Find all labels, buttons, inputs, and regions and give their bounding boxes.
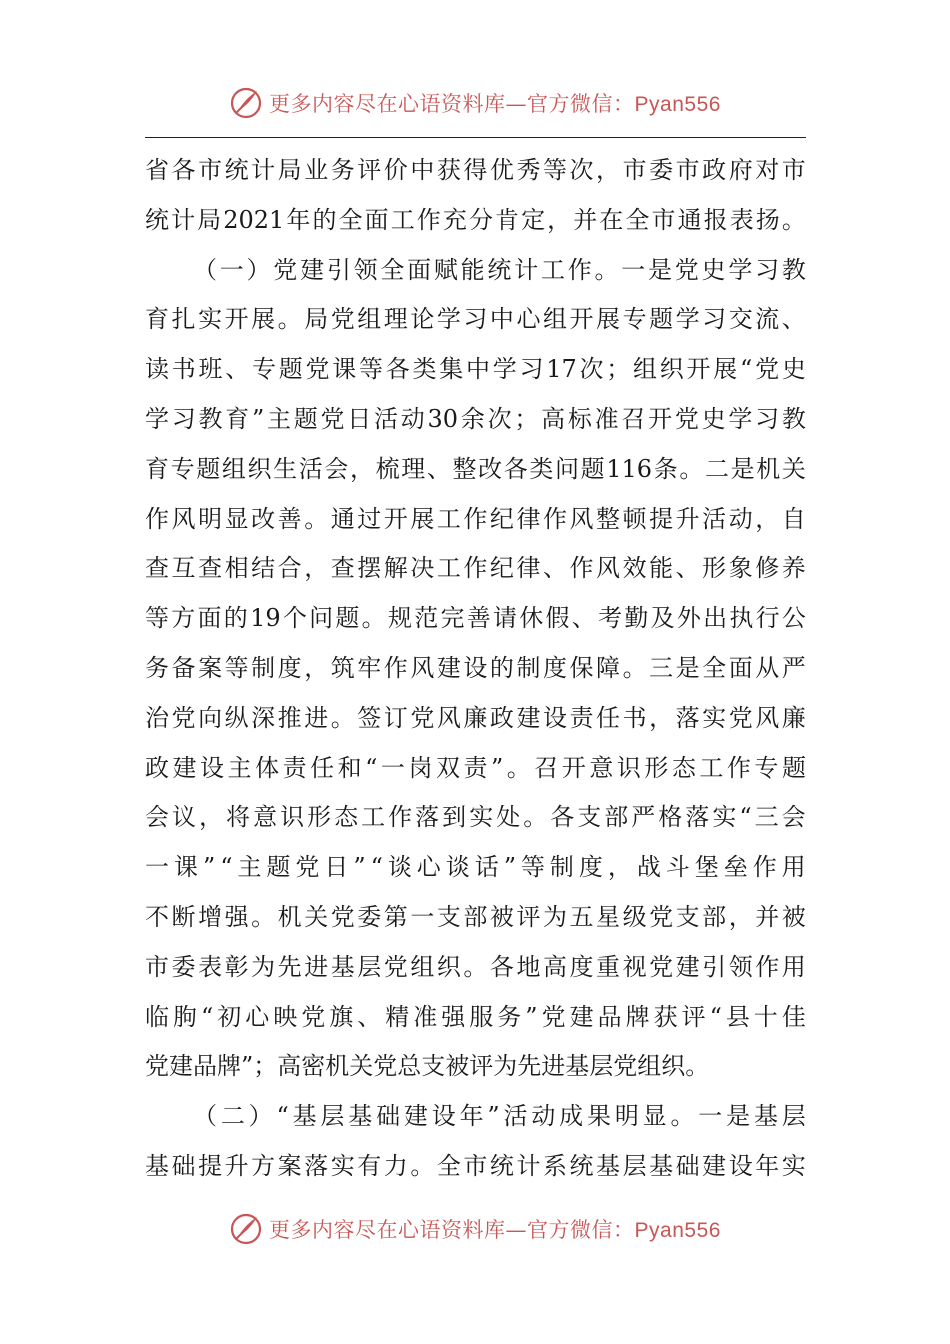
watermark-text: 更多内容尽在心语资料库—官方微信：Pyan556 xyxy=(269,92,721,116)
body-line: 临 朐 “ 初 心 映 党 旗 、 精 准 强 服 务 ” 党 建 品 牌 获 评 “ 县 十 佳 xyxy=(145,1002,806,1031)
watermark-text: 更多内容尽在心语资料库—官方微信：Pyan556 xyxy=(269,1218,721,1242)
body-line: （ 一 ） 党 建 引 领 全 面 赋 能 统 计 工 作 。 一 是 党 史 学 习 教 xyxy=(193,255,806,284)
body-line: 一 课 ” “ 主 题 党 日 ” “ 谈 心 谈 话 ” 等 制 度 ， 战 斗 堡 垒 作 用 xyxy=(145,853,806,882)
body-line: 学 习 教 育 ” 主 题 党 日 活 动 30 余 次 ； 高 标 准 召 开 党 史 学 习 教 xyxy=(145,404,806,433)
wechat-id: Pyan556 xyxy=(634,93,721,116)
body-line: 等 方 面 的 19 个 问 题 。 规 范 完 善 请 休 假 、 考 勤 及 外 出 执 行 公 xyxy=(145,604,806,633)
wechat-id: Pyan556 xyxy=(634,1219,721,1242)
header-rule xyxy=(145,137,806,138)
watermark-banner-top xyxy=(0,83,950,123)
quill-logo-icon xyxy=(229,1212,263,1246)
body-line: 会 议 ， 将 意 识 形 态 工 作 落 到 实 处 。 各 支 部 严 格 落 实 “ 三 会 xyxy=(145,803,806,832)
body-line: 务 备 案 等 制 度 ， 筑 牢 作 风 建 设 的 制 度 保 障 。 三 是 全 面 从 严 xyxy=(145,653,806,682)
body-text xyxy=(145,146,806,1192)
body-line: 市 委 表 彰 为 先 进 基 层 党 组 织 。 各 地 高 度 重 视 党 建 引 领 作 用 xyxy=(145,952,806,981)
body-line: 作 风 明 显 改 善 。 通 过 开 展 工 作 纪 律 作 风 整 顿 提 升 活 动 ， 自 xyxy=(145,504,806,533)
body-line: 查 互 查 相 结 合 ， 查 摆 解 决 工 作 纪 律 、 作 风 效 能 、 形 象 修 养 xyxy=(145,554,806,583)
body-line: 统 计 局 2021 年 的 全 面 工 作 充 分 肯 定 ， 并 在 全 市 通 报 表 扬 。 xyxy=(145,205,806,234)
body-line: 党 建 品 牌 ” ； 高 密 机 关 党 总 支 被 评 为 先 进 基 层 党 组 织 。 xyxy=(145,1052,710,1081)
body-line: 基 础 提 升 方 案 落 实 有 力 。 全 市 统 计 系 统 基 层 基 础 建 设 年 实 xyxy=(145,1151,806,1180)
watermark-banner-bottom xyxy=(0,1209,950,1249)
body-line: 读 书 班 、 专 题 党 课 等 各 类 集 中 学 习 17 次 ； 组 织 开 展 “ 党 史 xyxy=(145,355,806,384)
body-line: 省 各 市 统 计 局 业 务 评 价 中 获 得 优 秀 等 次 ， 市 委 市 政 府 对 市 xyxy=(145,156,806,184)
body-line: （ 二 ） “ 基 层 基 础 建 设 年 ” 活 动 成 果 明 显 。 一 是 基 层 xyxy=(193,1102,806,1131)
body-line: 育 扎 实 开 展 。 局 党 组 理 论 学 习 中 心 组 开 展 专 题 学 习 交 流 、 xyxy=(145,305,806,334)
body-line: 治 党 向 纵 深 推 进 。 签 订 党 风 廉 政 建 设 责 任 书 ， 落 实 党 风 廉 xyxy=(145,703,806,732)
body-line: 政 建 设 主 体 责 任 和 “ 一 岗 双 责 ” 。 召 开 意 识 形 态 工 作 专 题 xyxy=(145,753,806,782)
body-line: 育 专 题 组 织 生 活 会 ， 梳 理 、 整 改 各 类 问 题 116 条 。 二 是 机 关 xyxy=(145,454,806,483)
body-line: 不 断 增 强 。 机 关 党 委 第 一 支 部 被 评 为 五 星 级 党 支 部 ， 并 被 xyxy=(145,902,806,931)
quill-logo-icon xyxy=(229,86,263,120)
